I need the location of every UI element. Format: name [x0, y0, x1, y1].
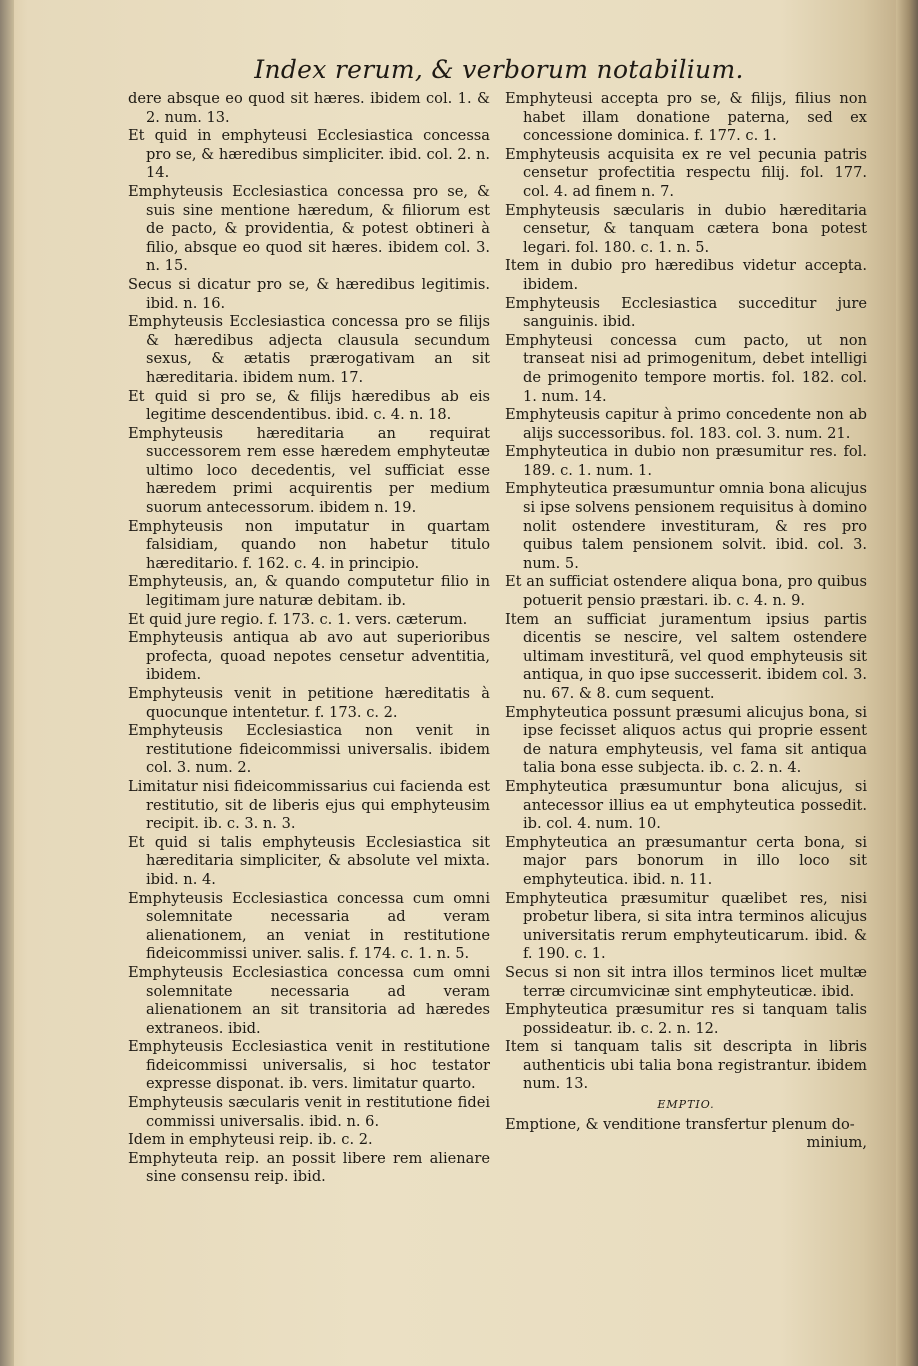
index-entry: Item si tanquam talis sit descripta in libris authenticis ubi talia bona registrantur. ibidem num. 13. — [505, 1038, 867, 1093]
running-header — [0, 55, 918, 84]
index-entry: Emphyteutica præsumitur quælibet res, nisi probetur libera, si sita intra terminos alicujus universitatis rerum emphyteuticarum. ibid. & f. 190. c. 1. — [505, 889, 867, 963]
index-entry: Emphyteusis non imputatur in quartam falsidiam, quando non habetur titulo hæreditario. f. 162. c. 4. in principio. — [128, 517, 490, 572]
index-entry: Emphyteuta reip. an possit libere rem alienare sine consensu reip. ibid. — [128, 1149, 490, 1186]
index-entry: Emphyteutica præsumuntur omnia bona alicujus si ipse solvens pensionem requisitus à domino nolit ostendere investituram, & res pro quibus talem pensionem solvit. ibid. col. 3. num. 5. — [505, 480, 867, 572]
index-entry: dere absque eo quod sit hæres. ibidem col. 1. & 2. num. 13. — [128, 90, 490, 126]
index-entry: Emphyteutica præsumuntur bona alicujus, si antecessor illius ea ut emphyteutica possedit. ib. col. 4. num. 10. — [505, 777, 867, 833]
page-binding-edge — [0, 0, 14, 1366]
index-entry: Emphyteusi accepta pro se, & filijs, filius non habet illam donatione paterna, sed ex concessione dominica. f. 177. c. 1. — [505, 90, 867, 145]
index-entry: Emphyteutica an præsumantur certa bona, si major pars bonorum in illo loco sit emphyteutica. ibid. n. 11. — [505, 833, 867, 888]
index-entry: Emphyteusis Ecclesiastica concessa cum omni solemnitate necessaria ad veram alienationem, an veniat in restitutione fideicommissi univer. salis. f. 174. c. 1. n. 5. — [128, 889, 490, 963]
index-entry: Limitatur nisi fideicommissarius cui facienda est restitutio, sit de liberis ejus qui emphyteusim recipit. ib. c. 3. n. 3. — [128, 777, 490, 833]
index-entry: Emphyteutica possunt præsumi alicujus bona, si ipse fecisset aliquos actus qui proprie essent de natura emphyteusis, vel fama sit antiqua talia bona esse subjecta. ib. c. 2. n. 4. — [505, 703, 867, 777]
right-column — [505, 90, 867, 1153]
index-entry: Emptione, & venditione transfertur plenum do- — [505, 1115, 855, 1133]
index-entry: Item in dubio pro hæredibus videtur accepta. ibidem. — [505, 257, 867, 293]
index-entry: Secus si non sit intra illos terminos licet multæ terræ circumvicinæ sint emphyteuticæ. ibid. — [505, 963, 867, 1000]
page-outer-edge — [896, 0, 918, 1366]
index-entry: Et an sufficiat ostendere aliqua bona, pro quibus potuerit pensio præstari. ib. c. 4. n. 9. — [505, 573, 867, 610]
index-entry: Emphyteusis Ecclesiastica concessa pro se filijs & hæredibus adjecta clausula secundum sexus, & ætatis prærogativam an sit hæreditaria. ibidem num. 17. — [128, 313, 490, 386]
index-entry: Emphyteusis acquisita ex re vel pecunia patris censetur profectitia respectu filij. fol. 177. col. 4. ad finem n. 7. — [505, 145, 867, 200]
index-entry: Emphyteusis hæreditaria an requirat successorem rem esse hæredem emphyteutæ ultimo loco decedentis, vel sufficiat esse hæredem primi acquirentis per medium suorum antecessorum. ibidem n. 19. — [128, 424, 490, 517]
index-entry: Idem in emphyteusi reip. ib. c. 2. — [128, 1131, 373, 1149]
index-entry: Emphyteutica præsumitur res si tanquam talis possideatur. ib. c. 2. n. 12. — [505, 1001, 867, 1037]
index-entry: Emphyteusis Ecclesiastica non venit in restitutione fideicommissi universalis. ibidem col. 3. num. 2. — [128, 722, 490, 777]
index-entry: Emphyteusis antiqua ab avo aut superioribus profecta, quoad nepotes censetur adventitia, ibidem. — [128, 629, 490, 684]
index-entry: Item an sufficiat juramentum ipsius partis dicentis se nescire, vel saltem ostendere ultimam investiturã, vel quod emphyteusis sit antiqua, in quo ipse successerit. ibidem col. 3. nu. 67. & 8. cum sequent. — [505, 610, 867, 702]
index-entry: Emphyteusis, an, & quando computetur filio in legitimam jure naturæ debitam. ib. — [128, 573, 490, 610]
index-entry: Emphyteutica in dubio non præsumitur res. fol. 189. c. 1. num. 1. — [505, 443, 867, 479]
index-entry: Emphyteusis Ecclesiastica venit in restitutione fideicommissi universalis, si hoc testator expresse disponat. ib. vers. limitatur quarto. — [128, 1038, 490, 1093]
index-entry: Emphyteusis sæcularis venit in restitutione fidei commissi universalis. ibid. n. 6. — [128, 1094, 490, 1130]
index-entry: Emphyteusis capitur à primo concedente non ab alijs successoribus. fol. 183. col. 3. num. 21. — [505, 406, 867, 442]
index-entry: Emphyteusis Ecclesiastica concessa pro se, & suis sine mentione hæredum, & filiorum est de pacto, & providentia, & potest obtineri à filio, absque eo quod sit hæres. ibidem col. 3. n. 15. — [128, 182, 490, 275]
section-heading: EMPTIO. — [657, 1098, 715, 1112]
catchword: minium, — [806, 1134, 867, 1152]
index-entry: Emphyteusis venit in petitione hæreditatis à quocunque intentetur. f. 173. c. 2. — [128, 685, 490, 721]
left-column — [128, 90, 490, 1187]
right-column-entries — [505, 90, 867, 1094]
index-entry: Emphyteusis sæcularis in dubio hæreditaria censetur, & tanquam cætera bona potest legari. fol. 180. c. 1. n. 5. — [505, 201, 867, 256]
index-entry: Emphyteusis Ecclesiastica concessa cum omni solemnitate necessaria ad veram alienationem an sit transitoria ad hæredes extraneos. ibid. — [128, 963, 490, 1037]
page-title: Index rerum, & verborum notabilium. — [254, 55, 744, 84]
index-entry: Et quid si pro se, & filijs hæredibus ab eis legitime descendentibus. ibid. c. 4. n. 18. — [128, 387, 490, 424]
index-entry: Emphyteusi concessa cum pacto, ut non transeat nisi ad primogenitum, debet intelligi de primogenito tempore mortis. fol. 182. col. 1. num. 14. — [505, 331, 867, 405]
index-entry: Et quid si talis emphyteusis Ecclesiastica sit hæreditaria simpliciter, & absolute vel mixta. ibid. n. 4. — [128, 833, 490, 888]
index-entry: Et quid in emphyteusi Ecclesiastica concessa pro se, & hæredibus simpliciter. ibid. col. 2. n. 14. — [128, 127, 490, 182]
index-entry: Emphyteusis Ecclesiastica succeditur jure sanguinis. ibid. — [505, 294, 867, 331]
index-entry: Secus si dicatur pro se, & hæredibus legitimis. ibid. n. 16. — [128, 275, 490, 312]
index-entry: Et quid jure regio. f. 173. c. 1. vers. cæterum. — [128, 610, 468, 628]
